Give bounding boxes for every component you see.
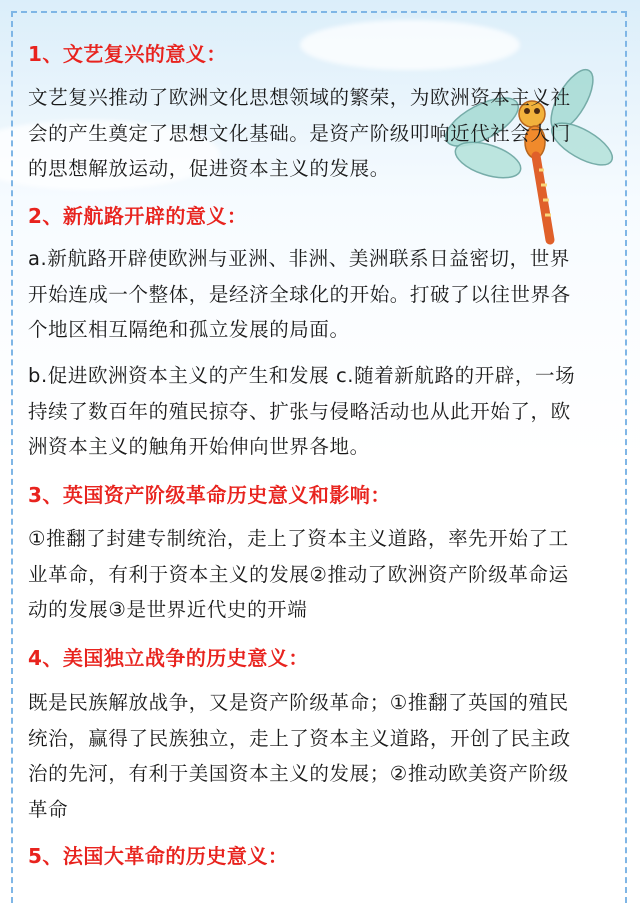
section-1-paragraph	[28, 80, 612, 187]
section-3-heading: 3、英国资产阶级革命历史意义和影响：	[28, 483, 391, 507]
text-line: 的思想解放运动，促进资本主义的发展。	[28, 157, 390, 180]
text-line: a.新航路开辟使欧洲与亚洲、非洲、美洲联系日益密切，世界	[28, 247, 570, 270]
text-line: 统治，赢得了民族独立，走上了资本主义道路，开创了民主政	[28, 726, 571, 750]
text-line: 动的发展③是世界近代史的开端	[28, 598, 308, 621]
text-line: 既是民族解放战争，又是资产阶级革命；①推翻了英国的殖民	[28, 691, 569, 714]
text-line: 开始连成一个整体，是经济全球化的开始。打破了以往世界各	[28, 282, 571, 306]
section-3-paragraph	[28, 521, 612, 628]
section-1-heading: 1、文艺复兴的意义：	[28, 42, 227, 66]
text-line: 治的先河，有利于美国资本主义的发展；②推动欧美资产阶级	[28, 762, 569, 785]
section-5-heading: 5、法国大革命的历史意义：	[28, 844, 289, 868]
text-line: 洲资本主义的触角开始伸向世界各地。	[28, 435, 370, 458]
text-line: 革命	[28, 797, 69, 821]
section-4-paragraph	[28, 685, 612, 827]
text-line: 文艺复兴推动了欧洲文化思想领域的繁荣，为欧洲资本主义社	[28, 86, 571, 109]
text-line: 业革命，有利于资本主义的发展②推动了欧洲资产阶级革命运	[28, 562, 569, 586]
text-line: b.促进欧洲资本主义的产生和发展 c.随着新航路的开辟，一场	[28, 364, 576, 387]
section-4-heading: 4、美国独立战争的历史意义：	[28, 646, 309, 670]
text-line: ①推翻了封建专制统治，走上了资本主义道路，率先开始了工	[28, 527, 569, 550]
section-2-paragraph-a	[28, 241, 612, 348]
section-2-heading: 2、新航路开辟的意义：	[28, 204, 248, 228]
text-line: 持续了数百年的殖民掠夺、扩张与侵略活动也从此开始了，欧	[28, 399, 571, 423]
section-2-paragraph-b	[28, 358, 612, 465]
text-line: 会的产生奠定了思想文化基础。是资产阶级叩响近代社会大门	[28, 121, 571, 145]
text-line: 个地区相互隔绝和孤立发展的局面。	[28, 318, 350, 341]
